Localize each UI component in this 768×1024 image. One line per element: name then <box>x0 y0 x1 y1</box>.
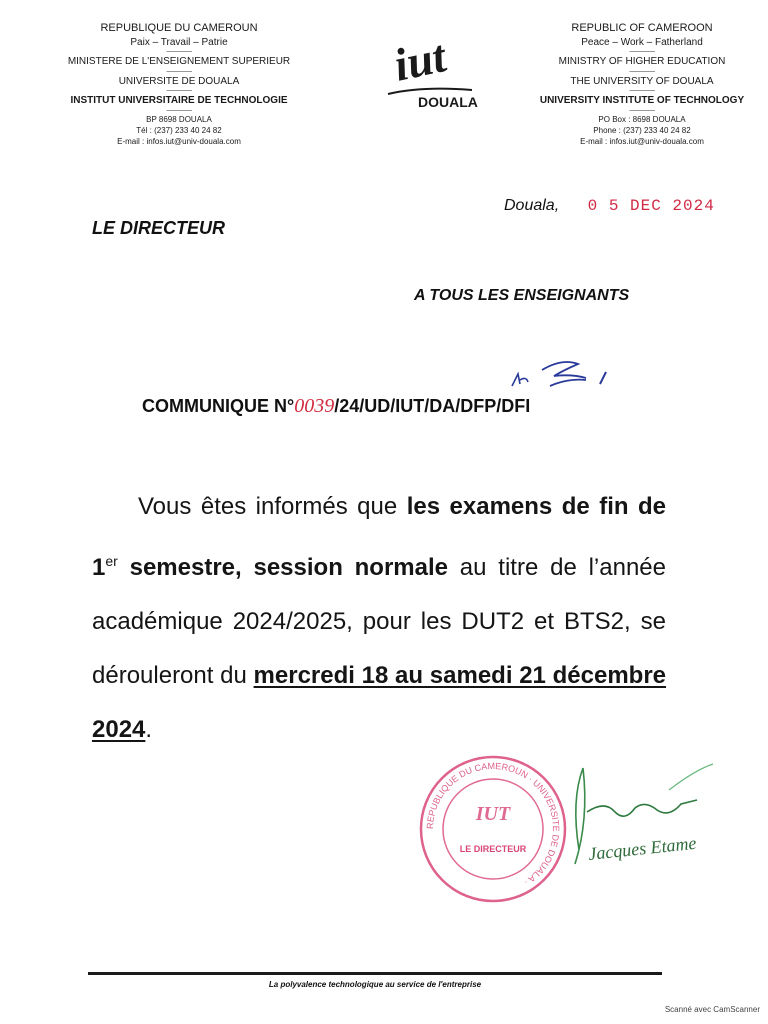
separator: ----------------- <box>629 88 655 94</box>
separator: ----------------- <box>166 49 192 55</box>
seal-center-text: LE DIRECTEUR <box>459 844 527 854</box>
separator: ----------------- <box>166 68 192 75</box>
footer-tagline: La polyvalence technologique au service de l'entreprise <box>268 980 482 989</box>
body-underlined-dates: mercredi 18 au samedi 21 décembre 2024 <box>92 662 667 743</box>
body-paragraph <box>92 480 666 757</box>
communique-number: 0039 <box>294 395 335 417</box>
header-right-po: PO Box : 8698 DOUALA <box>598 114 686 124</box>
header-left-email: E-mail : infos.iut@univ-douala.com <box>117 136 241 146</box>
body-period: . <box>145 716 153 743</box>
body-superscript: er <box>105 553 118 569</box>
signature-name: Jacques Etame <box>587 832 698 864</box>
logo-main-text: iut <box>389 30 451 91</box>
header-right-email: E-mail : infos.iut@univ-douala.com <box>580 136 704 146</box>
director-signature <box>565 760 735 872</box>
header-right-country: REPUBLIC OF CAMEROON <box>571 22 713 34</box>
seal-ring-text: REPUBLIQUE DU CAMEROUN · UNIVERSITE DE DOUALA · <box>424 760 562 888</box>
handwritten-initials <box>506 356 616 392</box>
director-title: LE DIRECTEUR <box>92 218 226 238</box>
separator: ----------------- <box>629 68 655 75</box>
header-right-university: THE UNIVERSITY OF DOUALA <box>570 75 714 87</box>
date-city: Douala, <box>504 197 560 214</box>
header-right-motto: Peace – Work – Fatherland <box>581 36 703 48</box>
header-left-university: UNIVERSITE DE DOUALA <box>118 75 240 87</box>
header-right <box>522 22 762 147</box>
communique-suffix: /24/UD/IUT/DA/DFP/DFI <box>334 396 531 416</box>
official-seal-stamp <box>415 754 571 904</box>
logo-sub-text: DOUALA <box>418 94 478 110</box>
communique-prefix: COMMUNIQUE N° <box>142 396 295 416</box>
header-right-institute: UNIVERSITY INSTITUTE OF TECHNOLOGY <box>539 95 745 106</box>
body-bold-part: semestre, session normale <box>117 554 449 581</box>
header-left-bp: BP 8698 DOUALA <box>146 114 212 124</box>
header-right-phone: Phone : (237) 233 40 24 82 <box>593 125 691 135</box>
scanner-watermark: Scanné avec CamScanner <box>664 1005 760 1014</box>
separator: ----------------- <box>629 107 655 114</box>
body-text-part: Vous êtes informés que <box>138 493 407 520</box>
header-left <box>50 22 308 147</box>
separator: ----------------- <box>629 49 655 55</box>
header-left-motto: Paix – Travail – Patrie <box>130 36 228 48</box>
header-left-tel: Tél : (237) 233 40 24 82 <box>136 125 222 135</box>
footer-rule <box>88 972 662 975</box>
separator: ----------------- <box>166 88 192 94</box>
header-left-country: REPUBLIQUE DU CAMEROUN <box>100 22 258 34</box>
header-left-institute: INSTITUT UNIVERSITAIRE DE TECHNOLOGIE <box>70 95 288 106</box>
seal-emblem: IUT <box>475 803 511 825</box>
body-bold-part: les examens de fin de 1 <box>92 493 666 581</box>
date-line <box>504 197 715 215</box>
body-text-part: au titre de l’année académique 2024/2025, pour les DUT2 et BTS2, se dérouleront du <box>92 554 666 689</box>
communique-reference <box>142 395 530 418</box>
recipient-line: A TOUS LES ENSEIGNANTS <box>414 287 630 304</box>
header-left-ministry: MINISTERE DE L'ENSEIGNEMENT SUPERIEUR <box>67 56 291 67</box>
separator: ----------------- <box>166 107 192 114</box>
iut-douala-logo <box>382 28 478 110</box>
date-stamp: 0 5 DEC 2024 <box>587 197 715 215</box>
header-right-ministry: MINISTRY OF HIGHER EDUCATION <box>558 56 726 67</box>
